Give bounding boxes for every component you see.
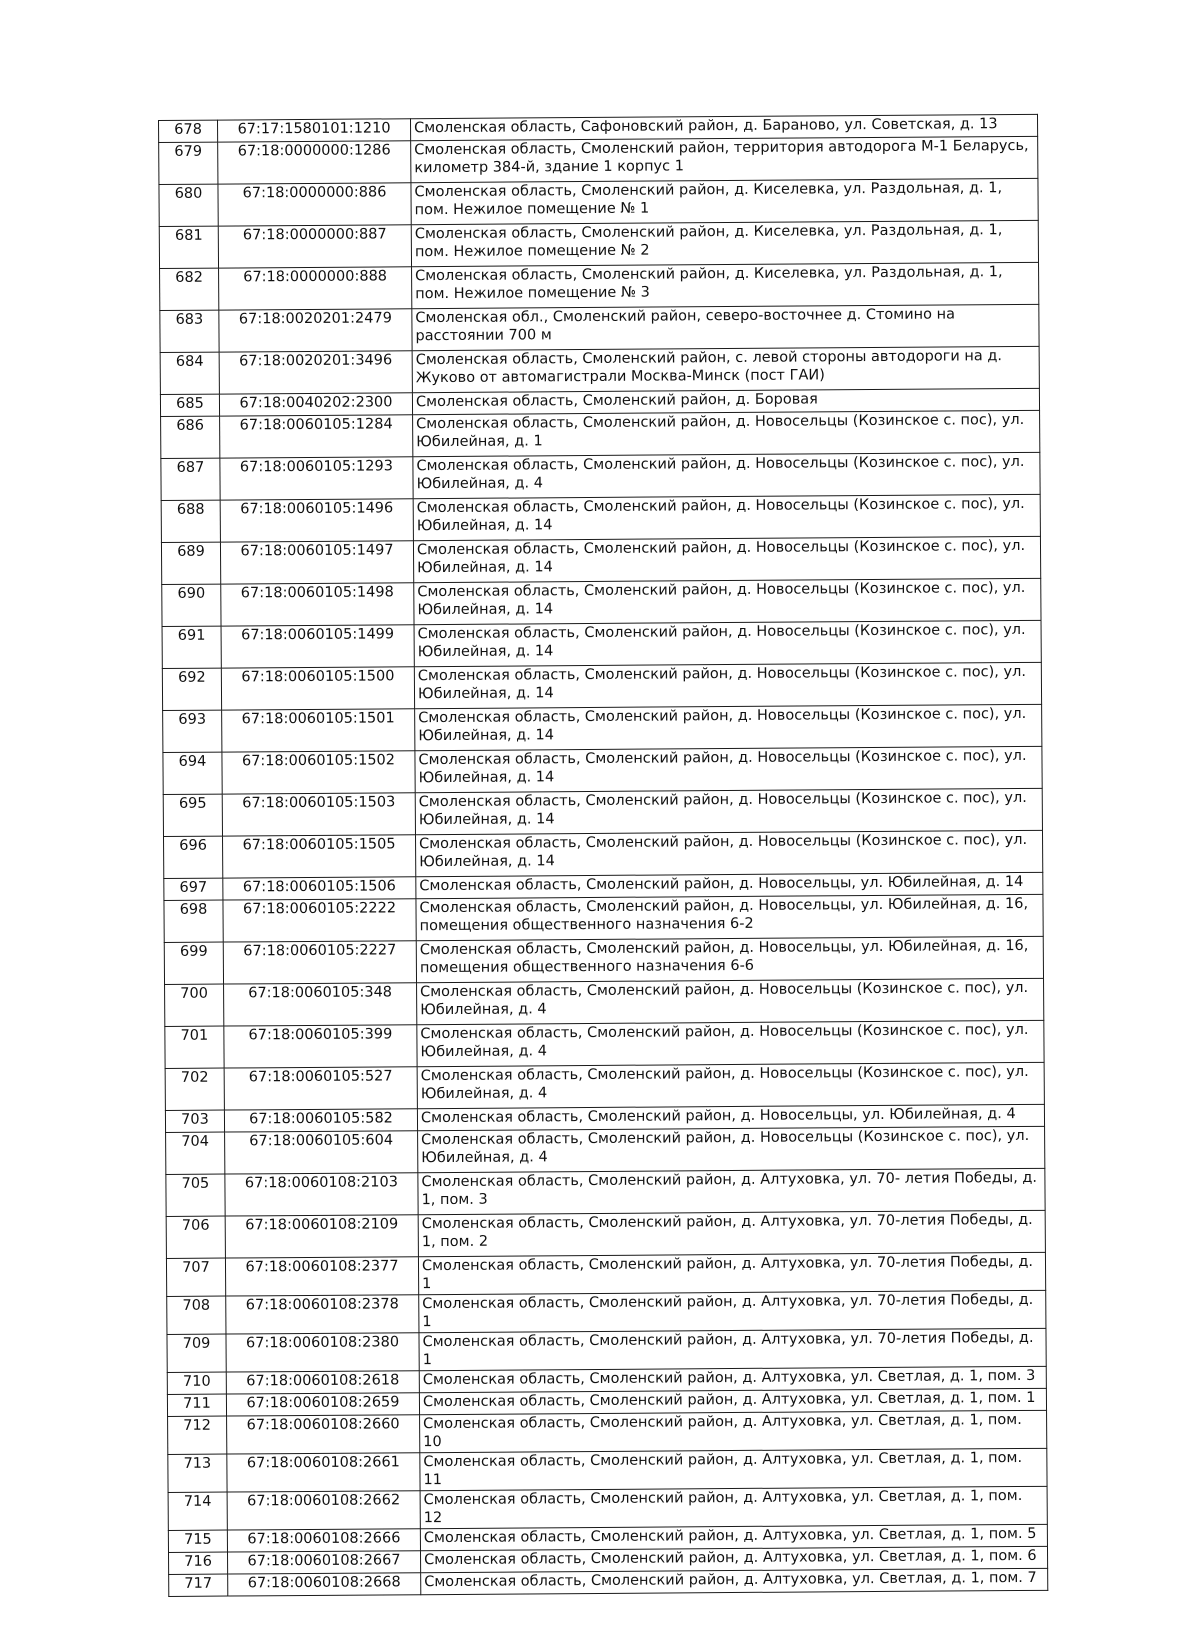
address: Смоленская область, Смоленский район, д. Алтуховка, ул. Светлая, д. 1, пом. 12: [420, 1486, 1047, 1528]
row-number: 709: [167, 1334, 226, 1372]
address: Смоленская обл., Смоленский район, северо-восточнее д. Стомино на расстоянии 700 м: [412, 304, 1039, 350]
cadastral-number: 67:18:0060108:2380: [226, 1333, 419, 1372]
cadastral-number: 67:18:0060108:2666: [227, 1529, 420, 1552]
row-number: 682: [160, 268, 219, 310]
address: Смоленская область, Смоленский район, д. Алтуховка, ул. Светлая, д. 1, пом. 3: [419, 1366, 1046, 1392]
row-number: 700: [165, 984, 224, 1026]
row-number: 711: [167, 1394, 226, 1416]
address: Смоленская область, Смоленский район, д. Новосельцы, ул. Юбилейная, д. 16, помещения общественного назначения 6-2: [416, 894, 1043, 940]
address: Смоленская область, Смоленский район, д. Новосельцы (Козинское с. пос), ул. Юбилейная, д. 4: [418, 1126, 1045, 1172]
address: Смоленская область, Смоленский район, д. Новосельцы, ул. Юбилейная, д. 16, помещения общественного назначения 6-6: [416, 936, 1043, 982]
row-number: 713: [168, 1454, 227, 1492]
row-number: 684: [160, 352, 219, 394]
property-registry-table: [158, 114, 1048, 1597]
cadastral-number: 67:18:0000000:886: [218, 183, 411, 226]
address: Смоленская область, Смоленский район, д. Алтуховка, ул. Светлая, д. 1, пом. 11: [420, 1448, 1047, 1490]
cadastral-number: 67:18:0060105:348: [224, 983, 417, 1026]
row-number: 680: [159, 184, 218, 226]
cadastral-number: 67:18:0060108:2662: [227, 1491, 420, 1530]
row-number: 683: [160, 310, 219, 352]
cadastral-number: 67:18:0060105:2222: [223, 899, 416, 942]
cadastral-number: 67:18:0060105:1501: [222, 709, 415, 752]
row-number: 701: [165, 1026, 224, 1068]
table-row: [168, 1486, 1047, 1530]
row-number: 699: [164, 942, 223, 984]
cadastral-number: 67:18:0060105:1506: [223, 877, 416, 900]
address: Смоленская область, Смоленский район, д. Новосельцы (Козинское с. пос), ул. Юбилейная, д. 14: [415, 830, 1042, 876]
address: Смоленская область, Смоленский район, д. Новосельцы (Козинское с. пос), ул. Юбилейная, д. 4: [413, 452, 1040, 498]
cadastral-number: 67:18:0060105:1498: [221, 583, 414, 626]
cadastral-number: 67:18:0020201:3496: [219, 351, 412, 394]
row-number: 689: [161, 542, 220, 584]
table-row: [165, 978, 1044, 1026]
table-row: [167, 1290, 1046, 1334]
address: Смоленская область, Смоленский район, д. Алтуховка, ул. Светлая, д. 1, пом. 10: [420, 1410, 1047, 1452]
address: Смоленская область, Сафоновский район, д. Бараново, ул. Советская, д. 13: [410, 114, 1037, 140]
cadastral-number: 67:18:0020201:2479: [219, 309, 412, 352]
row-number: 716: [169, 1552, 228, 1574]
address: Смоленская область, Смоленский район, д. Алтуховка, ул. 70-летия Победы, д. 1, пом. 2: [418, 1210, 1045, 1256]
table-row: [160, 262, 1039, 310]
cadastral-number: 67:17:1580101:1210: [218, 119, 411, 142]
cadastral-number: 67:18:0060108:2659: [226, 1393, 419, 1416]
cadastral-number: 67:18:0060108:2660: [227, 1415, 420, 1454]
row-number: 688: [161, 500, 220, 542]
cadastral-number: 67:18:0060105:2227: [223, 941, 416, 984]
row-number: 681: [159, 226, 218, 268]
cadastral-number: 67:18:0060105:399: [224, 1025, 417, 1068]
row-number: 712: [168, 1416, 227, 1454]
row-number: 707: [166, 1258, 225, 1296]
cadastral-number: 67:18:0060105:527: [224, 1067, 417, 1110]
cadastral-number: 67:18:0060108:2103: [225, 1173, 418, 1216]
address: Смоленская область, Смоленский район, территория автодорога М-1 Беларусь, километр 384-й, здание 1 корпус 1: [411, 136, 1038, 182]
table-row: [166, 1252, 1045, 1296]
row-number: 694: [163, 752, 222, 794]
table-row: [167, 1328, 1046, 1372]
table-row: [164, 936, 1043, 984]
address: Смоленская область, Смоленский район, д. Алтуховка, ул. Светлая, д. 1, пом. 5: [420, 1524, 1047, 1550]
row-number: 717: [169, 1574, 228, 1596]
address: Смоленская область, Смоленский район, с. левой стороны автодороги на д. Жуково от автомагистрали Москва-Минск (пост ГАИ): [412, 346, 1039, 392]
row-number: 691: [162, 626, 221, 668]
address: Смоленская область, Смоленский район, д. Новосельцы (Козинское с. пос), ул. Юбилейная, д. 4: [417, 978, 1044, 1024]
row-number: 705: [166, 1174, 225, 1216]
address: Смоленская область, Смоленский район, д. Новосельцы (Козинское с. пос), ул. Юбилейная, д. 14: [414, 620, 1041, 666]
row-number: 703: [165, 1110, 224, 1132]
address: Смоленская область, Смоленский район, д. Новосельцы, ул. Юбилейная, д. 4: [417, 1104, 1044, 1130]
row-number: 686: [161, 416, 220, 458]
address: Смоленская область, Смоленский район, д. Алтуховка, ул. Светлая, д. 1, пом. 7: [421, 1568, 1048, 1594]
row-number: 704: [166, 1132, 225, 1174]
address: Смоленская область, Смоленский район, д. Киселевка, ул. Раздольная, д. 1, пом. Нежилое помещение № 3: [412, 262, 1039, 308]
address: Смоленская область, Смоленский район, д. Алтуховка, ул. 70- летия Победы, д. 1, пом. 3: [418, 1168, 1045, 1214]
table-row: [159, 220, 1038, 268]
table-row: [163, 746, 1042, 794]
cadastral-number: 67:18:0060108:2109: [225, 1215, 418, 1258]
address: Смоленская область, Смоленский район, д. Боровая: [412, 388, 1039, 414]
address: Смоленская область, Смоленский район, д. Новосельцы (Козинское с. пос), ул. Юбилейная, д. 14: [415, 704, 1042, 750]
table-row: [161, 410, 1040, 458]
cadastral-number: 67:18:0060105:1500: [221, 667, 414, 710]
address: Смоленская область, Смоленский район, д. Новосельцы, ул. Юбилейная, д. 14: [416, 872, 1043, 898]
row-number: 690: [162, 584, 221, 626]
cadastral-number: 67:18:0060108:2378: [226, 1295, 419, 1334]
table-row: [166, 1126, 1045, 1174]
table-row: [163, 704, 1042, 752]
row-number: 687: [161, 458, 220, 500]
row-number: 693: [163, 710, 222, 752]
row-number: 679: [159, 142, 218, 184]
table-row: [159, 136, 1038, 184]
address: Смоленская область, Смоленский район, д. Новосельцы (Козинское с. пос), ул. Юбилейная, д. 14: [414, 662, 1041, 708]
row-number: 710: [167, 1372, 226, 1394]
table-row: [164, 830, 1043, 878]
address: Смоленская область, Смоленский район, д. Алтуховка, ул. Светлая, д. 1, пом. 6: [420, 1546, 1047, 1572]
cadastral-number: 67:18:0060108:2377: [225, 1257, 418, 1296]
cadastral-number: 67:18:0060105:1502: [222, 751, 415, 794]
cadastral-number: 67:18:0000000:1286: [218, 141, 411, 184]
table-row: [168, 1448, 1047, 1492]
cadastral-number: 67:18:0060105:1503: [222, 793, 415, 836]
table-row: [162, 662, 1041, 710]
table-row: [161, 536, 1040, 584]
table-row: [161, 494, 1040, 542]
table-row: [159, 178, 1038, 226]
address: Смоленская область, Смоленский район, д. Новосельцы (Козинское с. пос), ул. Юбилейная, д. 14: [413, 494, 1040, 540]
cadastral-number: 67:18:0060105:1499: [221, 625, 414, 668]
address: Смоленская область, Смоленский район, д. Новосельцы (Козинское с. пос), ул. Юбилейная, д. 4: [417, 1020, 1044, 1066]
table-row: [164, 894, 1043, 942]
table-row: [162, 578, 1041, 626]
address: Смоленская область, Смоленский район, д. Новосельцы (Козинское с. пос), ул. Юбилейная, д. 14: [415, 788, 1042, 834]
row-number: 708: [167, 1296, 226, 1334]
cadastral-number: 67:18:0060108:2668: [228, 1573, 421, 1596]
address: Смоленская область, Смоленский район, д. Новосельцы (Козинское с. пос), ул. Юбилейная, д. 14: [414, 578, 1041, 624]
cadastral-number: 67:18:0060105:582: [224, 1109, 417, 1132]
table-row: [166, 1168, 1045, 1216]
cadastral-number: 67:18:0060108:2618: [226, 1371, 419, 1394]
cadastral-number: 67:18:0060108:2661: [227, 1453, 420, 1492]
row-number: 695: [163, 794, 222, 836]
row-number: 706: [166, 1216, 225, 1258]
cadastral-number: 67:18:0040202:2300: [219, 393, 412, 416]
row-number: 697: [164, 878, 223, 900]
cadastral-number: 67:18:0060105:1496: [220, 499, 413, 542]
table-row: [160, 346, 1039, 394]
table-row: [160, 304, 1039, 352]
address: Смоленская область, Смоленский район, д. Алтуховка, ул. 70-летия Победы, д. 1: [419, 1290, 1046, 1332]
row-number: 685: [160, 394, 219, 416]
address: Смоленская область, Смоленский район, д. Киселевка, ул. Раздольная, д. 1, пом. Нежилое помещение № 2: [411, 220, 1038, 266]
cadastral-number: 67:18:0060105:604: [225, 1131, 418, 1174]
cadastral-number: 67:18:0060105:1293: [220, 457, 413, 500]
cadastral-number: 67:18:0060105:1497: [220, 541, 413, 584]
table-row: [161, 452, 1040, 500]
cadastral-number: 67:18:0060105:1505: [223, 835, 416, 878]
address: Смоленская область, Смоленский район, д. Новосельцы (Козинское с. пос), ул. Юбилейная, д. 14: [415, 746, 1042, 792]
row-number: 692: [162, 668, 221, 710]
table-row: [166, 1210, 1045, 1258]
cadastral-number: 67:18:0000000:887: [218, 225, 411, 268]
table-row: [165, 1020, 1044, 1068]
cadastral-number: 67:18:0060105:1284: [220, 415, 413, 458]
address: Смоленская область, Смоленский район, д. Алтуховка, ул. 70-летия Победы, д. 1: [418, 1252, 1045, 1294]
cadastral-number: 67:18:0000000:888: [219, 267, 412, 310]
row-number: 678: [159, 120, 218, 142]
row-number: 698: [164, 900, 223, 942]
address: Смоленская область, Смоленский район, д. Алтуховка, ул. Светлая, д. 1, пом. 1: [419, 1388, 1046, 1414]
cadastral-number: 67:18:0060108:2667: [227, 1551, 420, 1574]
row-number: 696: [164, 836, 223, 878]
table-row: [162, 620, 1041, 668]
row-number: 715: [168, 1530, 227, 1552]
row-number: 714: [168, 1492, 227, 1530]
address: Смоленская область, Смоленский район, д. Киселевка, ул. Раздольная, д. 1, пом. Нежилое помещение № 1: [411, 178, 1038, 224]
address: Смоленская область, Смоленский район, д. Новосельцы (Козинское с. пос), ул. Юбилейная, д. 1: [413, 410, 1040, 456]
table-row: [168, 1410, 1047, 1454]
table-row: [163, 788, 1042, 836]
table-row: [165, 1062, 1044, 1110]
row-number: 702: [165, 1068, 224, 1110]
address: Смоленская область, Смоленский район, д. Алтуховка, ул. 70-летия Победы, д. 1: [419, 1328, 1046, 1370]
address: Смоленская область, Смоленский район, д. Новосельцы (Козинское с. пос), ул. Юбилейная, д. 14: [413, 536, 1040, 582]
address: Смоленская область, Смоленский район, д. Новосельцы (Козинское с. пос), ул. Юбилейная, д. 4: [417, 1062, 1044, 1108]
